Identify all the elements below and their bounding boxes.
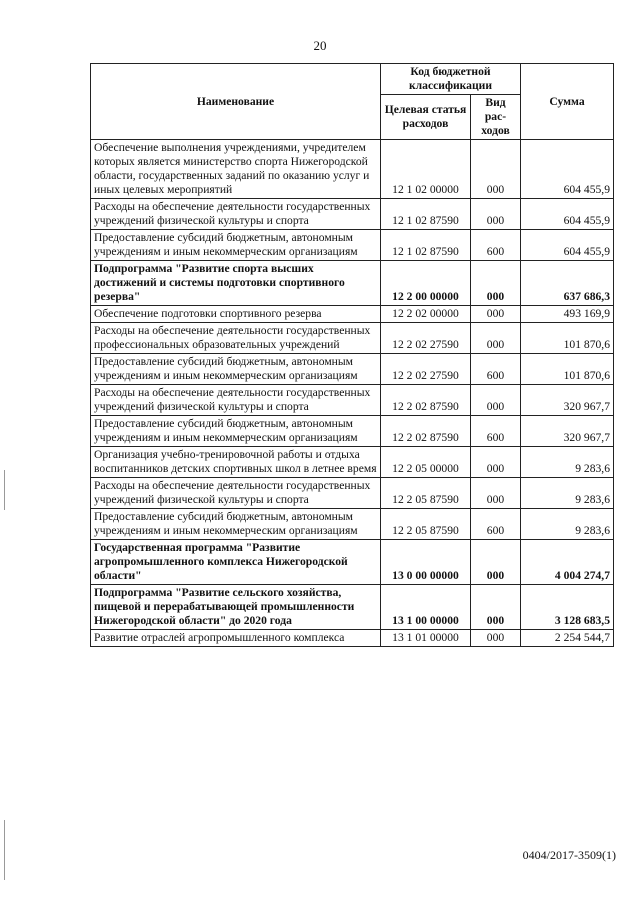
table-row — [91, 478, 614, 509]
cell-name: Расходы на обеспечение деятельности государственных учреждений физической культуры и спорта — [91, 199, 381, 230]
cell-expense-type: 600 — [471, 416, 521, 447]
table-row — [91, 630, 614, 647]
cell-target-article: 12 2 02 27590 — [381, 323, 471, 354]
cell-expense-type: 000 — [471, 630, 521, 647]
cell-target-article: 12 1 02 87590 — [381, 199, 471, 230]
cell-expense-type: 000 — [471, 478, 521, 509]
cell-target-article: 12 1 02 00000 — [381, 140, 471, 199]
header-sum: Сумма — [521, 64, 614, 140]
cell-expense-type: 000 — [471, 306, 521, 323]
header-name: Наименование — [91, 64, 381, 140]
table-row — [91, 385, 614, 416]
document-code: 0404/2017-3509(1) — [522, 848, 616, 862]
table-body — [91, 140, 614, 647]
cell-target-article: 12 2 02 00000 — [381, 306, 471, 323]
table-row — [91, 306, 614, 323]
cell-name: Обеспечение подготовки спортивного резерва — [91, 306, 381, 323]
cell-sum: 9 283,6 — [521, 509, 614, 540]
header-expense-type: Вид рас- ходов — [471, 95, 521, 140]
budget-table — [90, 63, 614, 647]
cell-sum: 493 169,9 — [521, 306, 614, 323]
table-row — [91, 230, 614, 261]
cell-target-article: 12 2 05 87590 — [381, 509, 471, 540]
cell-expense-type: 600 — [471, 354, 521, 385]
table-row — [91, 323, 614, 354]
scan-edge-mark — [4, 820, 5, 880]
cell-target-article: 12 2 02 87590 — [381, 416, 471, 447]
cell-name: Расходы на обеспечение деятельности государственных учреждений физической культуры и спорта — [91, 385, 381, 416]
cell-expense-type: 000 — [471, 447, 521, 478]
cell-sum: 604 455,9 — [521, 140, 614, 199]
cell-name: Подпрограмма "Развитие сельского хозяйства, пищевой и перерабатывающей промышленности Нижегородской области" до 2020 года — [91, 585, 381, 630]
cell-sum: 637 686,3 — [521, 261, 614, 306]
cell-target-article: 13 0 00 00000 — [381, 540, 471, 585]
cell-sum: 101 870,6 — [521, 323, 614, 354]
cell-sum: 320 967,7 — [521, 416, 614, 447]
table-row — [91, 540, 614, 585]
cell-name: Расходы на обеспечение деятельности государственных учреждений физической культуры и спорта — [91, 478, 381, 509]
table-row — [91, 261, 614, 306]
cell-name: Организация учебно-тренировочной работы и отдыха воспитанников детских спортивных школ в летнее время — [91, 447, 381, 478]
cell-name: Государственная программа "Развитие агропромышленного комплекса Нижегородской области" — [91, 540, 381, 585]
cell-target-article: 13 1 00 00000 — [381, 585, 471, 630]
cell-target-article: 12 2 02 27590 — [381, 354, 471, 385]
cell-sum: 4 004 274,7 — [521, 540, 614, 585]
scan-edge-mark — [4, 470, 5, 510]
cell-expense-type: 600 — [471, 509, 521, 540]
cell-target-article: 12 2 00 00000 — [381, 261, 471, 306]
table-row — [91, 354, 614, 385]
cell-target-article: 12 2 05 87590 — [381, 478, 471, 509]
table-row — [91, 509, 614, 540]
table-row — [91, 585, 614, 630]
table-row — [91, 199, 614, 230]
cell-name: Предоставление субсидий бюджетным, автономным учреждениям и иным некоммерческим организациям — [91, 354, 381, 385]
table-row — [91, 416, 614, 447]
cell-name: Предоставление субсидий бюджетным, автономным учреждениям и иным некоммерческим организациям — [91, 509, 381, 540]
cell-sum: 3 128 683,5 — [521, 585, 614, 630]
cell-name: Подпрограмма "Развитие спорта высших достижений и системы подготовки спортивного резерва" — [91, 261, 381, 306]
cell-expense-type: 000 — [471, 585, 521, 630]
header-target-article: Целевая статья расходов — [381, 95, 471, 140]
cell-name: Обеспечение выполнения учреждениями, учредителем которых является министерство спорта Нижегородской области, государственных заданий по оказанию услуг и иных целевых мероприятий — [91, 140, 381, 199]
cell-sum: 101 870,6 — [521, 354, 614, 385]
cell-sum: 320 967,7 — [521, 385, 614, 416]
cell-name: Предоставление субсидий бюджетным, автономным учреждениям и иным некоммерческим организациям — [91, 416, 381, 447]
cell-expense-type: 000 — [471, 261, 521, 306]
cell-sum: 9 283,6 — [521, 478, 614, 509]
cell-expense-type: 000 — [471, 140, 521, 199]
cell-expense-type: 600 — [471, 230, 521, 261]
header-classification: Код бюджетной классификации — [381, 64, 521, 95]
cell-sum: 604 455,9 — [521, 230, 614, 261]
page-number: 20 — [313, 38, 327, 53]
cell-expense-type: 000 — [471, 323, 521, 354]
table-row — [91, 447, 614, 478]
table-row — [91, 140, 614, 199]
cell-target-article: 12 1 02 87590 — [381, 230, 471, 261]
header-row — [91, 64, 614, 95]
cell-target-article: 13 1 01 00000 — [381, 630, 471, 647]
cell-target-article: 12 2 02 87590 — [381, 385, 471, 416]
cell-name: Предоставление субсидий бюджетным, автономным учреждениям и иным некоммерческим организациям — [91, 230, 381, 261]
cell-target-article: 12 2 05 00000 — [381, 447, 471, 478]
cell-name: Развитие отраслей агропромышленного комплекса — [91, 630, 381, 647]
cell-expense-type: 000 — [471, 385, 521, 416]
cell-sum: 2 254 544,7 — [521, 630, 614, 647]
cell-sum: 9 283,6 — [521, 447, 614, 478]
cell-sum: 604 455,9 — [521, 199, 614, 230]
cell-expense-type: 000 — [471, 199, 521, 230]
cell-expense-type: 000 — [471, 540, 521, 585]
cell-name: Расходы на обеспечение деятельности государственных профессиональных образовательных учреждений — [91, 323, 381, 354]
